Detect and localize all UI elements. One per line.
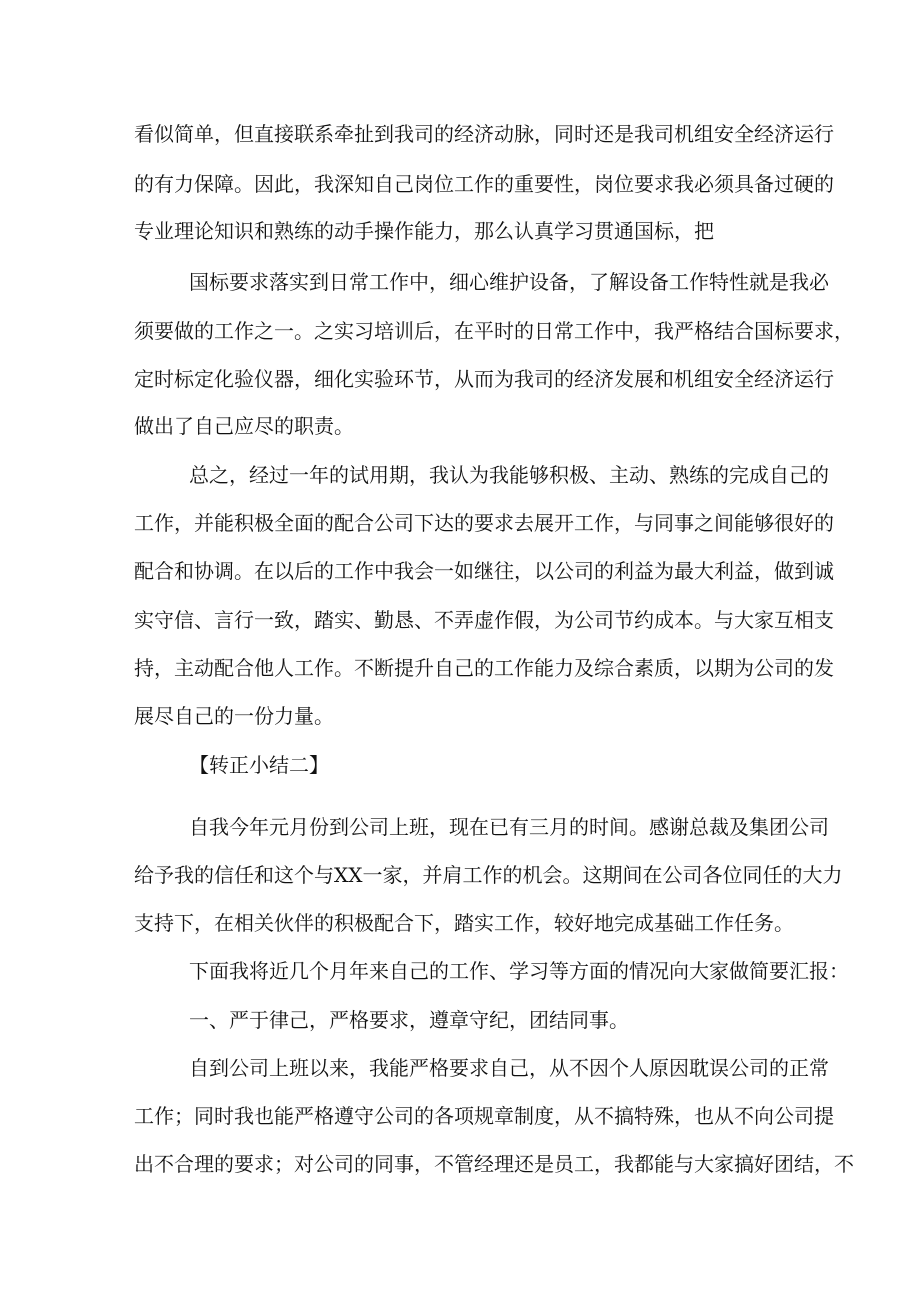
paragraph-first-line: 自我今年元月份到公司上班，现在已有三月的时间。感谢总裁及集团公司	[189, 815, 829, 839]
paragraph-first-line: 国标要求落实到日常工作中，细心维护设备，了解设备工作特性就是我必	[189, 270, 829, 294]
body-line: 展尽自己的一份力量。	[134, 704, 334, 728]
body-line: 专业理论知识和熟练的动手操作能力，那么认真学习贯通国标，把	[134, 219, 714, 243]
paragraph-first-line: 下面我将近几个月年来自己的工作、学习等方面的情况向大家做简要汇报：	[189, 959, 849, 983]
section-heading: 【转正小结二】	[189, 753, 329, 777]
paragraph-first-line: 总之，经过一年的试用期，我认为我能够积极、主动、熟练的完成自己的	[189, 463, 829, 487]
body-line: 看似简单，但直接联系牵扯到我司的经济动脉，同时还是我司机组安全经济运行	[134, 122, 834, 146]
body-line: 定时标定化验仪器，细化实验环节，从而为我司的经济发展和机组安全经济运行	[134, 367, 834, 391]
subheading: 一、严于律己，严格要求，遵章守纪，团结同事。	[189, 1008, 629, 1032]
body-line: 持，主动配合他人工作。不断提升自己的工作能力及综合素质，以期为公司的发	[134, 656, 834, 680]
body-line: 的有力保障。因此，我深知自己岗位工作的重要性，岗位要求我必须具备过硬的	[134, 172, 834, 196]
body-line: 工作，并能积极全面的配合公司下达的要求去展开工作，与同事之间能够很好的	[134, 511, 834, 535]
body-line: 须要做的工作之一。之实习培训后，在平时的日常工作中，我严格结合国标要求，	[134, 319, 854, 343]
body-line: 给予我的信任和这个与XX一家，并肩工作的机会。这期间在公司各位同任的大力	[134, 863, 843, 887]
body-line: 支持下，在相关伙伴的积极配合下，踏实工作，较好地完成基础工作任务。	[134, 911, 794, 935]
body-line: 出不合理的要求；对公司的同事，不管经理还是员工，我都能与大家搞好团结，不	[134, 1152, 854, 1176]
body-line: 做出了自己应尽的职责。	[134, 414, 354, 438]
paragraph-first-line: 自到公司上班以来，我能严格要求自己，从不因个人原因耽误公司的正常	[189, 1056, 829, 1080]
body-line: 工作；同时我也能严格遵守公司的各项规章制度，从不搞特殊，也从不向公司提	[134, 1104, 834, 1128]
body-line: 配合和协调。在以后的工作中我会一如继往，以公司的利益为最大利益，做到诚	[134, 559, 834, 583]
body-line: 实守信、言行一致，踏实、勤恳、不弄虚作假，为公司节约成本。与大家互相支	[134, 608, 834, 632]
